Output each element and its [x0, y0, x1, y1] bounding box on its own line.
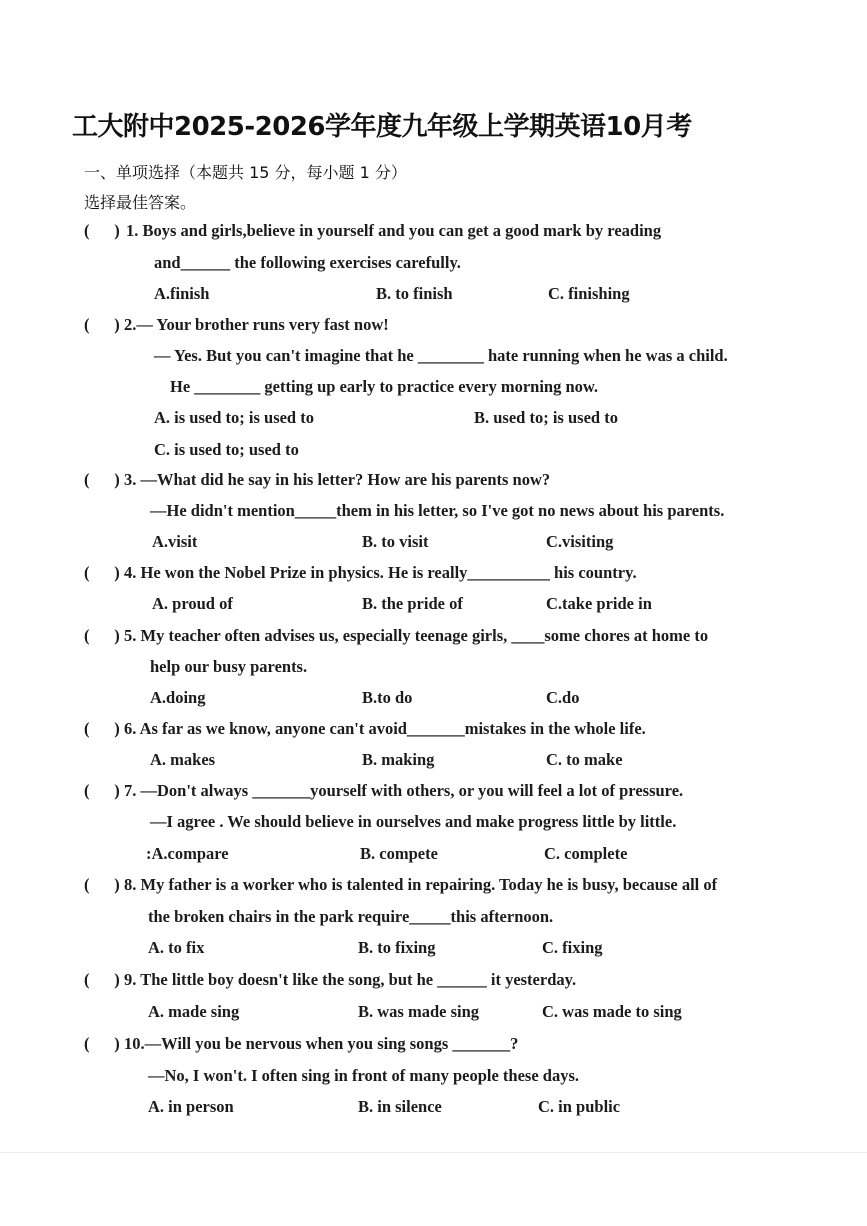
- question-text: help our busy parents.: [150, 657, 308, 676]
- option-b: B. to visit: [362, 532, 429, 551]
- option-b: B. to finish: [376, 284, 453, 303]
- option-a: A.visit: [152, 532, 198, 551]
- question-text: 10.—Will you be nervous when you sing songs _______?: [124, 1034, 519, 1053]
- question-text: —No, I won't. I often sing in front of many people these days.: [148, 1066, 580, 1085]
- question-text: 5. My teacher often advises us, especially teenage girls, ____some chores at home to: [124, 626, 709, 645]
- answer-blank: ( ): [84, 626, 120, 645]
- option-c: C. to make: [546, 750, 623, 769]
- option-a: A. makes: [150, 750, 216, 769]
- option-a: A. in person: [148, 1097, 234, 1116]
- option-a: A. is used to; is used to: [154, 408, 314, 427]
- option-c: C. fixing: [542, 938, 603, 957]
- option-b: B. the pride of: [362, 594, 463, 613]
- page-edge-divider: [0, 1152, 867, 1153]
- option-a: A. made sing: [148, 1002, 240, 1021]
- option-c: C. is used to; used to: [154, 440, 299, 459]
- option-a: :A.compare: [146, 844, 229, 863]
- question-text: 1. Boys and girls,believe in yourself and you can get a good mark by reading: [126, 221, 662, 240]
- option-b: B. making: [362, 750, 435, 769]
- option-b: B.to do: [362, 688, 413, 707]
- option-b: B. compete: [360, 844, 438, 863]
- option-a: A. proud of: [152, 594, 233, 613]
- answer-blank: ( ): [84, 315, 120, 334]
- option-a: A.finish: [154, 284, 210, 303]
- option-b: B. in silence: [358, 1097, 442, 1116]
- answer-blank: ( ): [84, 470, 120, 489]
- answer-blank: ( ): [84, 719, 120, 738]
- option-c: C.take pride in: [546, 594, 652, 613]
- option-c: C. finishing: [548, 284, 630, 303]
- question-text: —He didn't mention_____them in his letter, so I've got no news about his parents.: [150, 501, 725, 520]
- question-text: 3. —What did he say in his letter? How are his parents now?: [124, 470, 551, 489]
- question-text: 9. The little boy doesn't like the song, but he ______ it yesterday.: [124, 970, 577, 989]
- question-text: 8. My father is a worker who is talented in repairing. Today he is busy, because all of: [124, 875, 718, 894]
- question-text: 6. As far as we know, anyone can't avoid_______mistakes in the whole life.: [124, 719, 646, 738]
- section-heading: 一、单项选择（本题共 15 分，每小题 1 分）: [84, 163, 407, 182]
- answer-blank: ( ): [84, 781, 120, 800]
- question-text: He ________ getting up early to practice every morning now.: [170, 377, 599, 396]
- question-text: — Yes. But you can't imagine that he ________ hate running when he was a child.: [154, 346, 728, 365]
- option-c: C. in public: [538, 1097, 621, 1116]
- question-text: and______ the following exercises carefully.: [154, 253, 461, 272]
- question-text: 2.— Your brother runs very fast now!: [124, 315, 389, 334]
- option-a: A.doing: [150, 688, 206, 707]
- answer-blank: ( ): [84, 970, 120, 989]
- option-b: B. to fixing: [358, 938, 436, 957]
- option-c: C. complete: [544, 844, 628, 863]
- section-instruction: 选择最佳答案。: [84, 193, 197, 212]
- option-c: C.do: [546, 688, 580, 707]
- question-text: 7. —Don't always _______yourself with others, or you will feel a lot of pressure.: [124, 781, 684, 800]
- option-a: A. to fix: [148, 938, 205, 957]
- page-title: 工大附中2025-2026学年度九年级上学期英语10月考: [72, 112, 692, 142]
- option-c: C.visiting: [546, 532, 614, 551]
- option-c: C. was made to sing: [542, 1002, 682, 1021]
- answer-blank: ( ): [84, 875, 120, 894]
- question-text: —I agree . We should believe in ourselves and make progress little by little.: [150, 812, 677, 831]
- answer-blank: ( ): [84, 1034, 120, 1053]
- answer-blank: ( ): [84, 221, 120, 240]
- answer-blank: ( ): [84, 563, 120, 582]
- question-text: 4. He won the Nobel Prize in physics. He is really__________ his country.: [124, 563, 637, 582]
- option-b: B. was made sing: [358, 1002, 480, 1021]
- option-b: B. used to; is used to: [474, 408, 618, 427]
- question-text: the broken chairs in the park require_____this afternoon.: [148, 907, 554, 926]
